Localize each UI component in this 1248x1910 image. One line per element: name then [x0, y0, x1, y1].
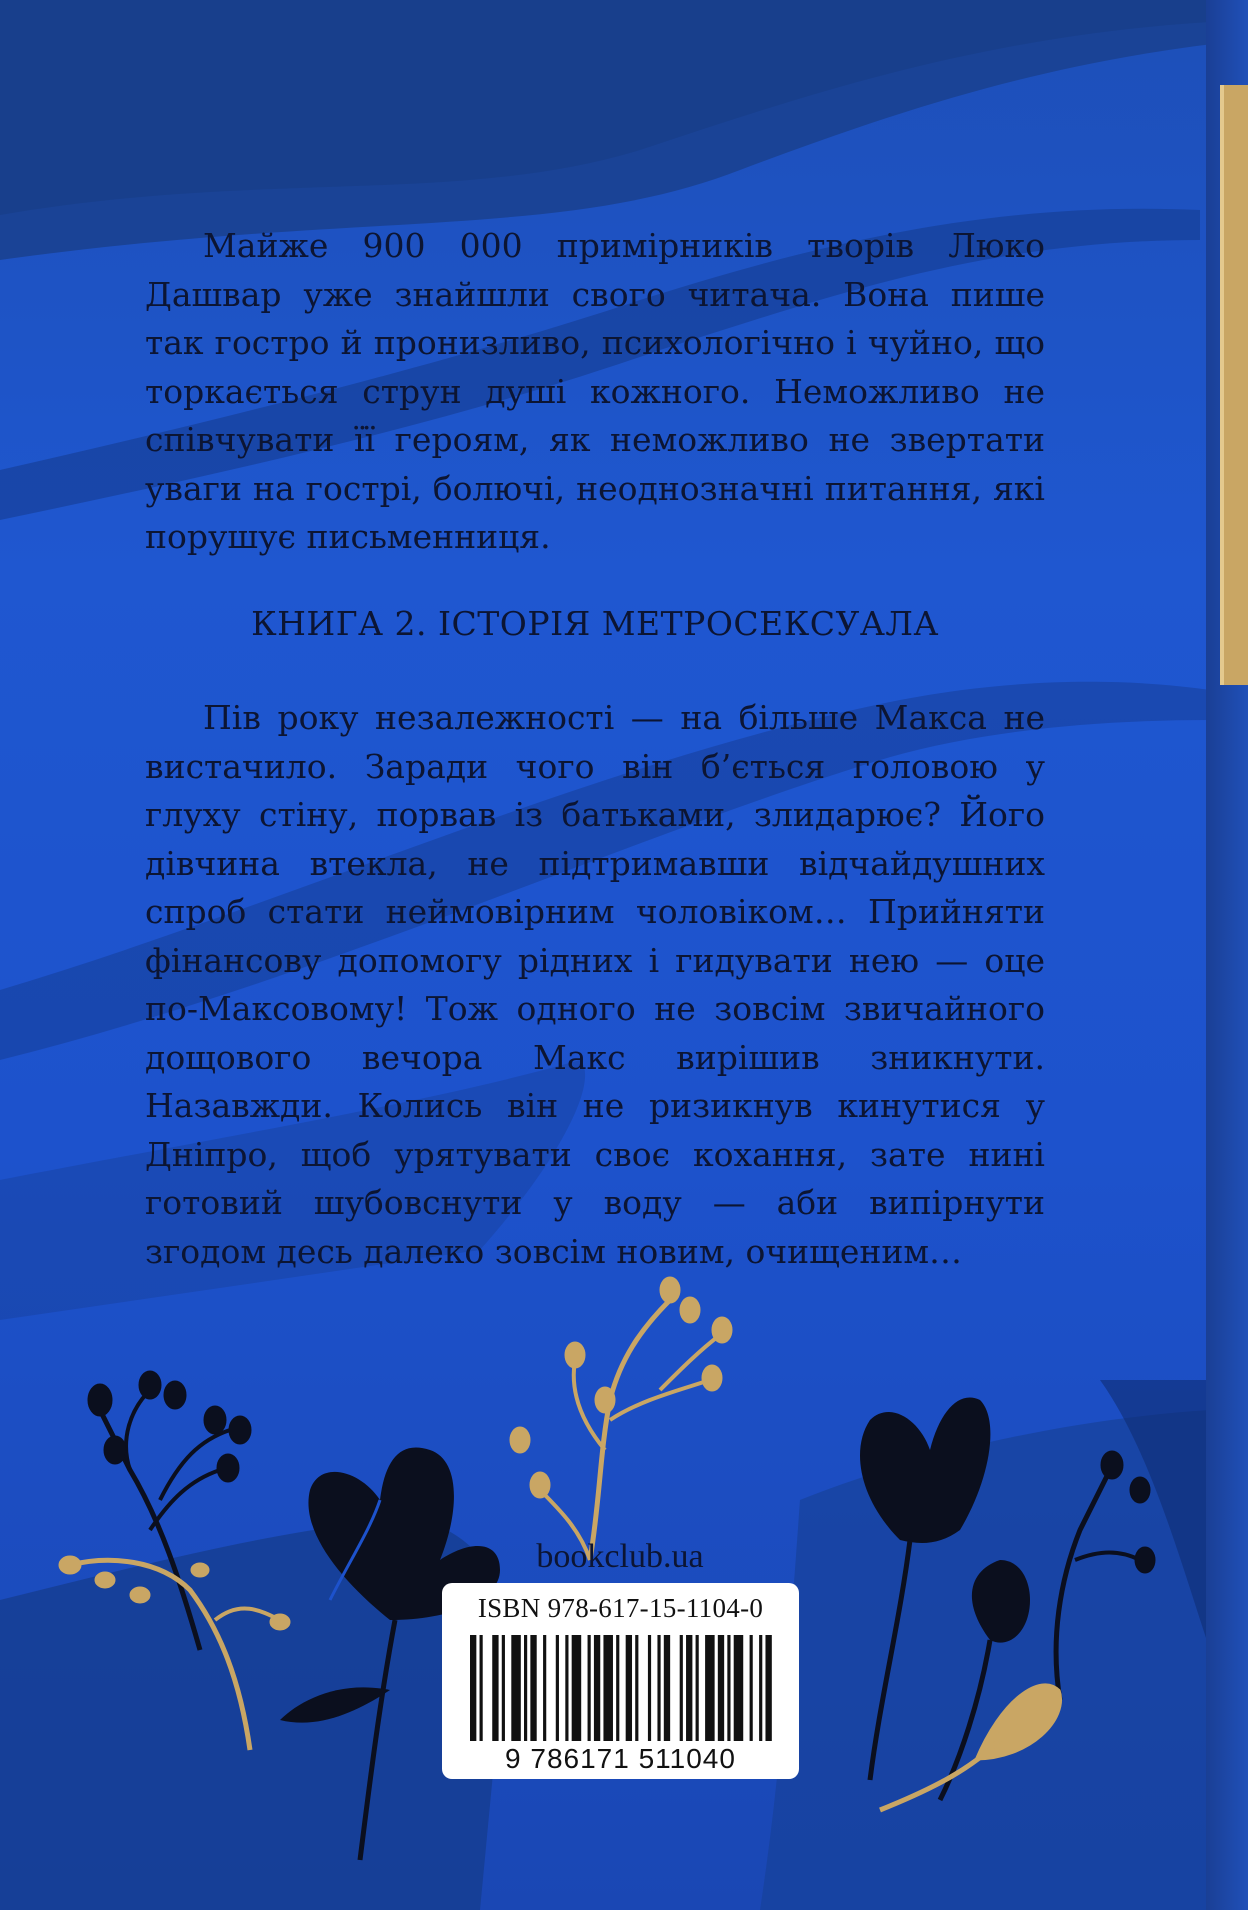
- barcode-label: [442, 1583, 799, 1779]
- left-berry-branch-icon: [88, 1371, 251, 1650]
- barcode-bar: [626, 1635, 632, 1741]
- barcode-bar: [664, 1635, 670, 1741]
- center-gold-branch-icon: [510, 1277, 732, 1560]
- barcode-bar: [588, 1635, 591, 1741]
- barcode-bar: [530, 1635, 536, 1741]
- barcode-bar: [635, 1635, 638, 1741]
- barcode-bar: [705, 1635, 715, 1741]
- barcode-icon: [470, 1635, 775, 1741]
- blurb-text-plot: Пів року незалежності — на більше Макса не вистачило. Заради чого він б’ється головою у глуху стіну, порвав із батьками, злидарює? Його дівчина втекла, не підтримавши відчайдушних спроб стати неймовірним чоловіком… Прийняти фінансову допомогу рідних і гидувати нею — оце по-Максовому! Тож одного не зовсім звичайного дощового вечора Макс вирішив зникнути. Назавжди. Колись він не ризикнув кинутися у Дніпро, щоб урятувати своє кохання, зате нині готовий шубовснути у воду — аби випірнути згодом десь далеко зовсім новим, очищеним…: [145, 698, 1045, 1271]
- barcode-bar: [565, 1635, 568, 1741]
- right-gold-leaf-icon: [880, 1684, 1062, 1810]
- isbn-text: ISBN 978-617-15-1104-0: [477, 1593, 764, 1623]
- barcode-bar: [470, 1635, 476, 1741]
- barcode-bar: [648, 1635, 651, 1741]
- barcode-bar: [511, 1635, 521, 1741]
- blurb-text-author: Майже 900 000 примірників творів Люко Дашвар уже знайшли свого читача. Вона пише так гостро й пронизливо, психологічно і чуйно, що торкається струн душі кожного. Неможливо не співчувати її героям, як неможливо не звертати уваги на гострі, болючі, неоднозначні питання, які порушує письменниця.: [145, 226, 1045, 556]
- barcode-bar: [524, 1635, 527, 1741]
- barcode-bar: [765, 1635, 771, 1741]
- barcode-bar: [502, 1635, 505, 1741]
- right-berry-branch-icon: [1056, 1451, 1155, 1700]
- barcode-bar: [556, 1635, 559, 1741]
- publisher-website: bookclub.ua: [536, 1538, 704, 1575]
- barcode-bar: [572, 1635, 582, 1741]
- barcode-bar: [543, 1635, 546, 1741]
- barcode-bar: [616, 1635, 619, 1741]
- barcode-bar: [696, 1635, 699, 1741]
- left-gold-sprig-icon: [59, 1556, 290, 1750]
- barcode-bar: [680, 1635, 683, 1741]
- barcode-number: 9 786171 511040: [505, 1743, 736, 1774]
- barcode-bar: [734, 1635, 744, 1741]
- barcode-bar: [750, 1635, 753, 1741]
- barcode-bar: [718, 1635, 724, 1741]
- book-subtitle-heading: КНИГА 2. ІСТОРІЯ МЕТРОСЕКСУАЛА: [251, 604, 939, 643]
- barcode-bar: [594, 1635, 600, 1741]
- barcode-bar: [603, 1635, 613, 1741]
- barcode-bar: [492, 1635, 498, 1741]
- barcode-bar: [686, 1635, 692, 1741]
- barcode-bar: [657, 1635, 660, 1741]
- barcode-bar: [759, 1635, 762, 1741]
- barcode-bar: [480, 1635, 483, 1741]
- barcode-bar: [727, 1635, 730, 1741]
